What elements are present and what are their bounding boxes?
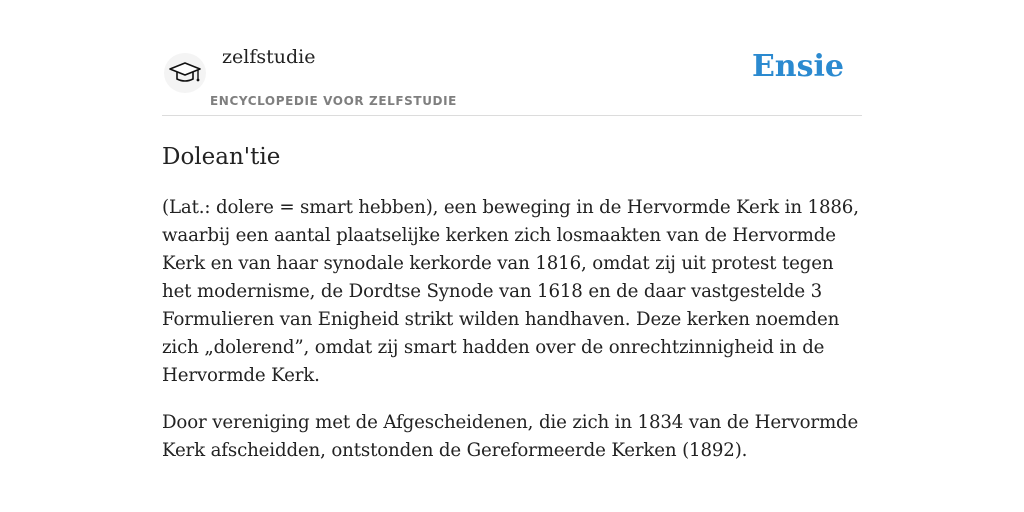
site-name-link[interactable]: zelfstudie [222, 46, 316, 68]
graduation-cap-icon[interactable] [164, 53, 206, 93]
article-title: Dolean'tie [162, 144, 281, 170]
site-header [162, 0, 862, 116]
page [162, 0, 862, 465]
site-tagline: ENCYCLOPEDIE VOOR ZELFSTUDIE [210, 94, 457, 108]
article-paragraph: (Lat.: dolere = smart hebben), een beweging in de Hervormde Kerk in 1886, waarbij een aantal plaatselijke kerken zich losmaakten van de Hervormde Kerk en van haar synodale kerkorde van 1816, omdat zij uit protest tegen het modernisme, de Dordtse Synode van 1618 en de daar vastgestelde 3 Formulieren van Enigheid strikt wilden handhaven. Deze kerken noemden zich „dolerend”, omdat zij smart hadden over de onrechtzinnigheid in de Hervormde Kerk. [162, 197, 859, 386]
ensie-brand-link[interactable]: Ensie [751, 49, 844, 84]
article-paragraph: Door vereniging met de Afgescheidenen, die zich in 1834 van de Hervormde Kerk afscheidden, ontstonden de Gereformeerde Kerken (1892). [162, 412, 859, 461]
